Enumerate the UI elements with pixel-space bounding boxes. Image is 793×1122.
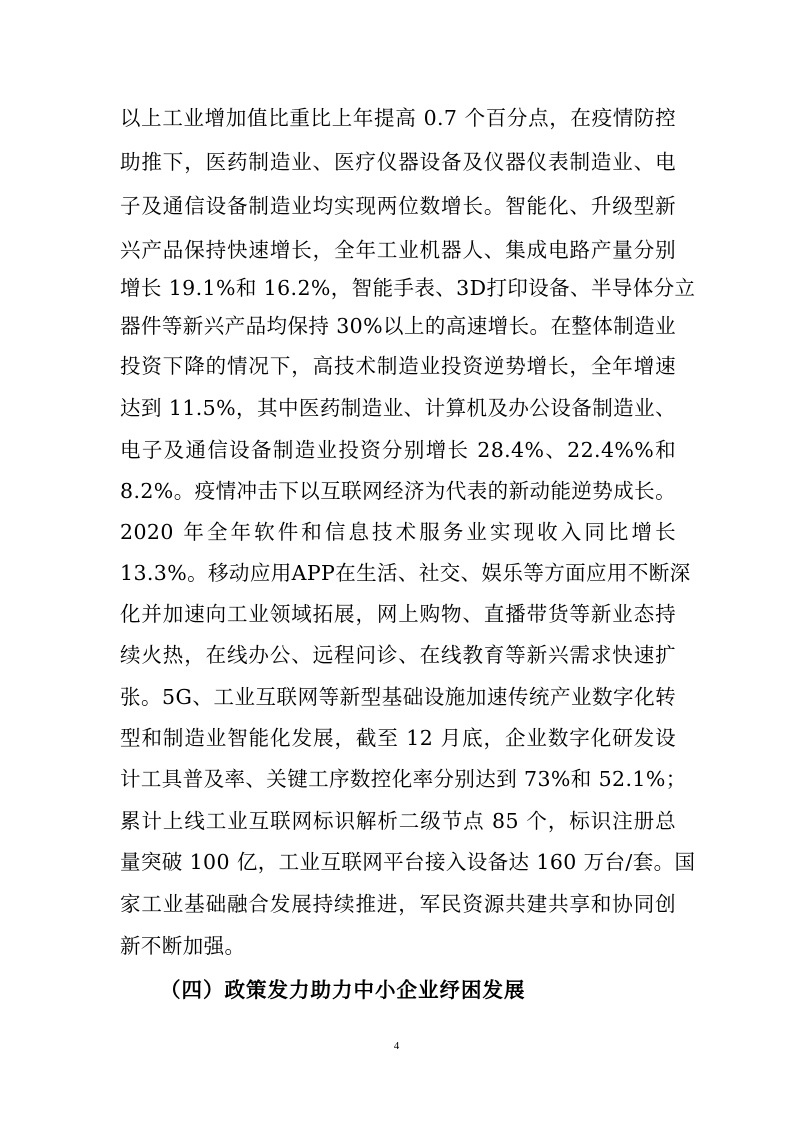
paragraph-line: 子及通信设备制造业均实现两位数增长。智能化、升级型新 — [120, 194, 676, 218]
paragraph-line: 量突破 100 亿，工业互联网平台接入设备达 160 万台/套。国 — [120, 850, 696, 874]
paragraph-line: 器件等新兴产品均保持 30%以上的高速增长。在整体制造业 — [120, 314, 676, 338]
paragraph-line: 电子及通信设备制造业投资分别增长 28.4%、22.4%%和 — [120, 438, 676, 462]
paragraph-line: 13.3%。移动应用APP在生活、社交、娱乐等方面应用不断深 — [120, 561, 691, 585]
paragraph-line: 家工业基础融合发展持续推进，军民资源共建共享和协同创 — [120, 892, 676, 916]
paragraph-line: 型和制造业智能化发展，截至 12 月底，企业数字化研发设 — [120, 726, 676, 750]
paragraph-line: 张。5G、工业互联网等新型基础设施加速传统产业数字化转 — [120, 685, 676, 709]
paragraph-line: 新不断加强。 — [120, 934, 246, 958]
paragraph-line: 计工具普及率、关键工序数控化率分别达到 73%和 52.1%； — [120, 767, 687, 791]
paragraph-line: 达到 11.5%，其中医药制造业、计算机及办公设备制造业、 — [120, 396, 676, 420]
paragraph-line: 增长 19.1%和 16.2%，智能手表、3D打印设备、半导体分立 — [120, 276, 696, 300]
paragraph-line: 助推下，医药制造业、医疗仪器设备及仪器仪表制造业、电 — [120, 150, 676, 174]
page-number: 4 — [393, 1040, 400, 1052]
paragraph-line: 续火热，在线办公、远程问诊、在线教育等新兴需求快速扩 — [120, 643, 676, 667]
paragraph-line: 兴产品保持快速增长，全年工业机器人、集成电路产量分别 — [120, 238, 676, 262]
paragraph-line: 8.2%。疫情冲击下以互联网经济为代表的新动能逆势成长。 — [120, 479, 676, 503]
paragraph-line: 2020 年全年软件和信息技术服务业实现收入同比增长 — [120, 520, 676, 544]
paragraph-line: 化并加速向工业领域拓展，网上购物、直播带货等新业态持 — [120, 602, 676, 626]
paragraph-line: 累计上线工业互联网标识解析二级节点 85 个，标识注册总 — [120, 809, 676, 833]
paragraph-line: 投资下降的情况下，高技术制造业投资逆势增长，全年增速 — [120, 354, 676, 378]
paragraph-line: 以上工业增加值比重比上年提高 0.7 个百分点，在疫情防控 — [120, 106, 676, 130]
section-heading: （四）政策发力助力中小企业纾困发展 — [160, 978, 526, 1002]
